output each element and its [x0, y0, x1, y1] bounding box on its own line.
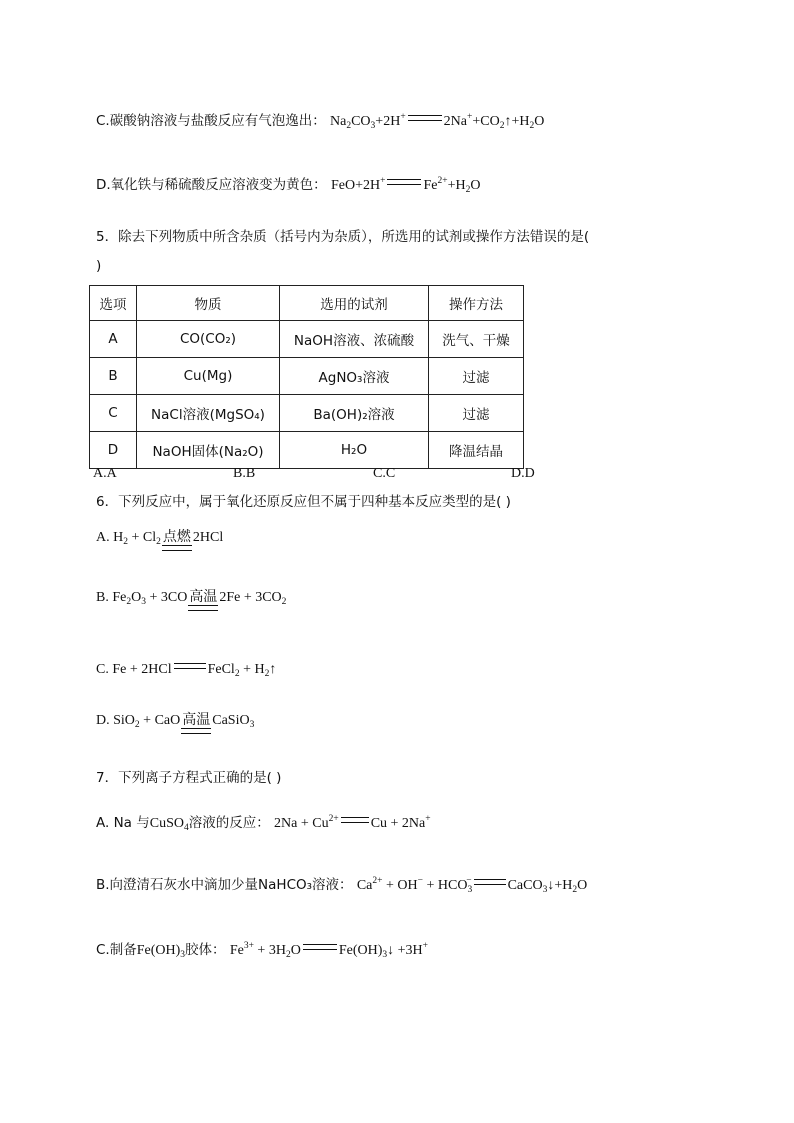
q4-option-c-equation: $Na_2CO_3+2H^+$ $2Na^++CO_2↑+H_2O$ — [330, 112, 545, 131]
q7-option-a-text2: 溶液的反应： — [188, 815, 270, 831]
table-cell-reagent: AgNO₃溶液 — [280, 358, 429, 395]
table-cell-reagent: Ba(OH)₂溶液 — [280, 395, 429, 432]
table-cell-option: B — [90, 358, 137, 395]
table-cell-method: 过滤 — [429, 395, 524, 432]
table-row — [90, 321, 524, 358]
table-row — [90, 358, 524, 395]
table-cell-substance: NaCl溶液(MgSO₄) — [137, 395, 280, 432]
q5-answer-b[interactable]: B.B — [233, 466, 256, 481]
condition-label: 高温 — [182, 712, 211, 728]
q6-option-a-label: A. — [96, 530, 110, 545]
q7-option-b[interactable] — [96, 875, 587, 896]
table-cell-substance: Cu(Mg) — [137, 358, 280, 395]
q7-stem: 7．下列离子方程式正确的是( ) — [96, 770, 282, 786]
table-cell-reagent: NaOH溶液、浓硫酸 — [280, 321, 429, 358]
table-header: 操作方法 — [429, 286, 524, 321]
q6-option-b[interactable]: B. $Fe_2O_3 + 3CO$ 高温 $2Fe + 3CO_2$ — [96, 588, 286, 611]
table-cell-option: C — [90, 395, 137, 432]
q7-option-a-equation: $2Na + Cu^{2+}$ Cu + 2Na+ — [274, 814, 431, 831]
q7-option-c-equation: $Fe^{3+} + 3H_2O$ $Fe(OH)_3↓ +3H^+$ — [229, 941, 428, 960]
q7-option-b-equation: $Ca^{2+} + OH^- + HCO_3^-$ $CaCO_3↓+H_2O$ — [356, 876, 588, 895]
q4-option-d — [96, 175, 480, 196]
condition-label: 点燃 — [162, 529, 191, 545]
table-cell-method: 过滤 — [429, 358, 524, 395]
q5-stem: 5．除去下列物质中所含杂质（括号内为杂质），所选用的试剂或操作方法错误的是( — [96, 229, 590, 245]
q6-option-c[interactable]: C. Fe + 2HCl FeCl$_2$ + $H_2↑$ — [96, 662, 277, 679]
table-row — [90, 432, 524, 469]
q6-option-a[interactable]: A. $H_2 + Cl_2$ 点燃 2HCl — [96, 528, 223, 551]
q7-option-c-text2: 胶体： — [185, 942, 226, 958]
table-cell-method: 洗气、干燥 — [429, 321, 524, 358]
table-cell-method: 降温结晶 — [429, 432, 524, 469]
q4-option-d-text: D.氧化铁与稀硫酸反应溶液变为黄色： — [96, 177, 327, 193]
q4-option-c — [96, 111, 544, 132]
table-cell-reagent: H₂O — [280, 432, 429, 469]
table-header: 物质 — [137, 286, 280, 321]
q4-option-c-text: C.碳酸钠溶液与盐酸反应有气泡逸出： — [96, 113, 326, 129]
q5-answer-a[interactable]: A.A — [93, 466, 117, 481]
q7-option-b-text: B.向澄清石灰水中滴加少量NaHCO₃溶液： — [96, 877, 353, 893]
q6-option-c-label: C. — [96, 662, 109, 677]
table-cell-substance: CO(CO₂) — [137, 321, 280, 358]
q6-option-d-label: D. — [96, 713, 110, 728]
table-header: 选项 — [90, 286, 137, 321]
q7-option-a[interactable]: A. Na 与CuSO$_4$溶液的反应： $2Na + Cu^{2+}$ Cu + 2Na+ — [96, 814, 431, 833]
table-row — [90, 395, 524, 432]
q5-answer-c[interactable]: C.C — [373, 466, 396, 481]
table-cell-option: A — [90, 321, 137, 358]
table-header: 选用的试剂 — [280, 286, 429, 321]
q7-option-c-text: C.制备 — [96, 942, 137, 958]
q5-table — [89, 285, 524, 469]
q6-option-d[interactable]: D. SiO$_2$ + CaO 高温 CaSiO$_3$ — [96, 711, 254, 734]
table-cell-option: D — [90, 432, 137, 469]
table-header-row — [90, 286, 524, 321]
table-cell-substance: NaOH固体(Na₂O) — [137, 432, 280, 469]
q6-option-b-label: B. — [96, 590, 109, 605]
q5-stem-cont: ) — [96, 258, 102, 274]
q6-stem: 6．下列反应中，属于氧化还原反应但不属于四种基本反应类型的是( ) — [96, 494, 511, 510]
q7-option-c[interactable]: C.制备$Fe(OH)_3$胶体： $Fe^{3+} + 3H_2O$ $Fe(OH)_3↓ +3H^+$ — [96, 941, 428, 960]
condition-label: 高温 — [189, 589, 218, 605]
q7-option-a-text: A. Na 与 — [96, 815, 150, 831]
q4-option-d-equation: FeO+2H+ $Fe^{2+}+H_2O$ — [330, 176, 481, 195]
q5-answer-d[interactable]: D.D — [511, 466, 535, 481]
